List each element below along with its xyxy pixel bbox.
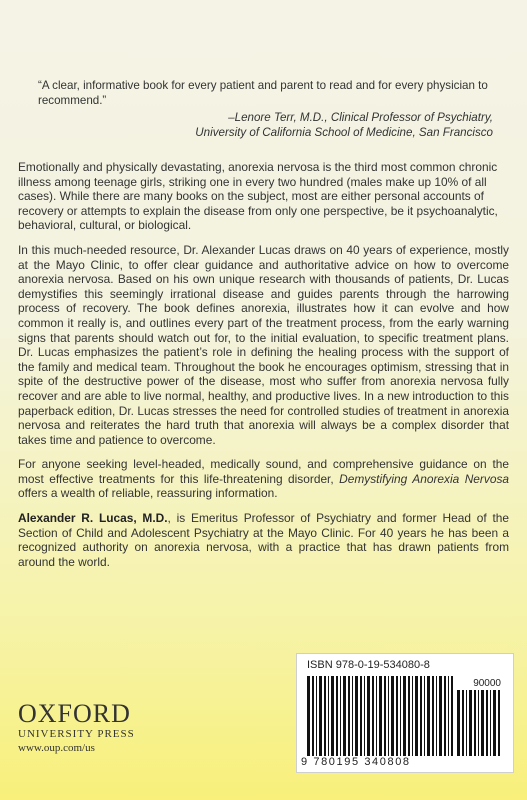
- endorsement-attribution: [53, 110, 493, 140]
- barcode-panel: [296, 653, 514, 773]
- attribution-line-2: University of California School of Medicine, San Francisco: [195, 126, 493, 139]
- paragraph-intro: Emotionally and physically devastating, anorexia nervosa is the third most common chronic illness among teenage girls, striking one in every two hundred (males make up 10% of all cases). While there are many books on the subject, most are either personal accounts of recovery or attempts to explain the disease from only one perspective, be it psychoanalytic, behavioral, cultural, or biological.: [18, 160, 498, 233]
- author-name: Alexander R. Lucas, M.D.: [18, 511, 168, 526]
- paragraph-summary: [18, 457, 509, 501]
- summary-text-start: For anyone seeking level-headed, medically sound, and comprehensive guidance on the most effective treatments for this life-threatening disorder,: [18, 457, 509, 486]
- endorsement-quote: “A clear, informative book for every patient and parent to read and for every physician to recommend.”: [38, 79, 488, 107]
- isbn-barcode: [307, 676, 453, 756]
- publisher-logo: [18, 700, 135, 755]
- book-title: Demystifying Anorexia Nervosa: [339, 471, 509, 486]
- barcode-digits: 9 780195 340808: [301, 756, 411, 768]
- author-bio-text: , is Emeritus Professor of Psychiatry and former Head of the Section of Child and Adolescent Psychiatry at the Mayo Clinic. For 40 years he has been a recognized authority on anorexia nervosa, with a practice that has drawn patients from around the world.: [18, 511, 509, 569]
- publisher-name: OXFORD: [18, 699, 131, 728]
- publisher-url: www.oup.com/us: [18, 742, 95, 754]
- publisher-press: UNIVERSITY PRESS: [18, 728, 135, 740]
- price-code: 90000: [473, 678, 501, 689]
- paragraph-resource: In this much-needed resource, Dr. Alexander Lucas draws on 40 years of experience, mostly at the Mayo Clinic, to offer clear guidance and authoritative advice on how to overcome anorexia nervosa. Based on his own unique research with thousands of patients, Dr. Lucas demystifies this seemingly irrational disease and guides parents through the harrowing process of recovery. The book defines anorexia, illustrates how it can evolve and how common it really is, and outlines every part of the treatment process, from the early warning signs that parents should watch out for, to the initial evaluation, to specific treatment plans. Dr. Lucas emphasizes the patient’s role in defining the healing process with the support of the family and medical team. Throughout the book he encourages optimism, stressing that in spite of the destructive power of the disease, most who suffer from anorexia nervosa fully recover and are able to live normal, healthy, and productive lives. In a new introduction to this paperback edition, Dr. Lucas stresses the need for controlled studies of treatment in anorexia nervosa and reiterates the hard truth that anorexia will always be a complex disorder that takes time and patience to overcome.: [18, 242, 509, 447]
- summary-text-end: offers a wealth of reliable, reassuring information.: [18, 486, 278, 501]
- attribution-line-1: –Lenore Terr, M.D., Clinical Professor of Psychiatry,: [228, 111, 493, 124]
- author-bio: [18, 511, 509, 569]
- description-text: [18, 160, 509, 579]
- isbn-label: ISBN 978-0-19-534080-8: [307, 659, 430, 671]
- price-barcode: [457, 690, 503, 756]
